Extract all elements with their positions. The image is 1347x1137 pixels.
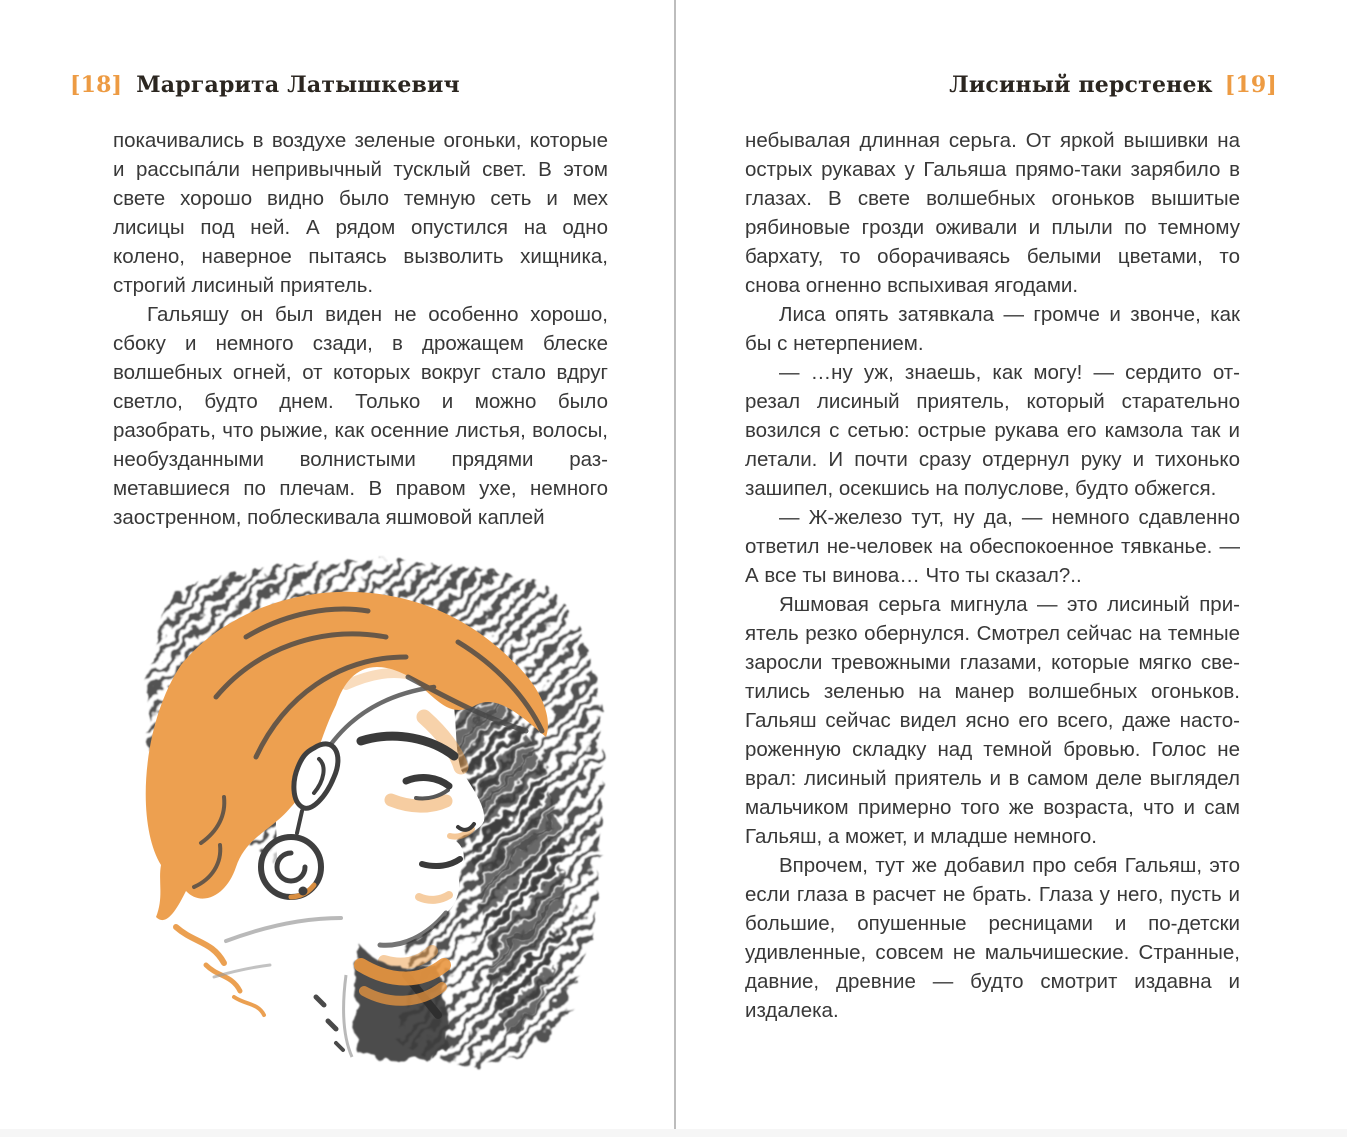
left-page-text-column <box>113 126 608 532</box>
paragraph: — …ну уж, знаешь, как могу! — сердито отрезал лисиный приятель, который старательно возился с сетью: острые рукава его камзола так и летали. И почти сразу отдернул руку и тихонько зашипел, осекшись на полуслове, будто обжегся. <box>745 361 1240 500</box>
paragraph: Впрочем, тут же добавил про себя Гальяш, это если глаза в расчет не брать. Глаза у него, пусть и большие, опушенные ресницами и по-детски удивленные, совсем не мальчишеские. Странные, давние, древние — будто смотрит издавна и издалека. <box>745 854 1240 1022</box>
jasper-drop <box>299 887 308 896</box>
right-page-text-column <box>745 126 1240 1025</box>
paragraph: Гальяшу он был виден не особенно хорошо, сбоку и немного сзади, в дрожащем блеске волшебных огней, от которых вокруг стало вдруг светло, будто днем. Только и можно было разобрать, что рыжие, как осенние листья, волосы, необузданными волнистыми прядями разметавшиеся по плечам. В правом ухе, немного заостренном, поблескивала яшмовой каплей <box>113 303 608 529</box>
paragraph: Лиса опять затявкала — громче и звонче, как бы с нетерпением. <box>745 303 1240 355</box>
right-page-number: [19] <box>1224 72 1277 98</box>
right-page-header <box>700 72 1277 98</box>
left-page-number: [18] <box>70 72 123 98</box>
page-bottom-shade <box>0 1129 1347 1137</box>
page-gutter-divider <box>674 0 676 1137</box>
paragraph: Яшмовая серьга мигнула — это лисиный приятель резко обернулся. Смотрел сейчас на темные заросли тревожными глазами, которые мягко светились зеленью на манер волшебных огоньков. Гальяш сейчас видел ясно его всего, даже настороженную складку над темной бровью. Голос не врал: лисиный приятель и в самом деле выглядел мальчиком примерно того же возраста, что и сам Гальяш, а может, и младше немного. <box>745 593 1240 848</box>
paragraph: небывалая длинная серьга. От яркой вышивки на острых рукавах у Гальяша прямо-таки зарябило в глазах. В свете волшебных огоньков вышитые рябиновые грозди оживали и плыли по темному бархату, то оборачиваясь белыми цветами, то снова огненно вспыхивая ягодами. <box>745 129 1240 297</box>
paragraph: — Ж-железо тут, ну да, — немного сдавленно ответил не-человек на обеспокоенное тявканье. — А все ты винова… Что ты сказал?.. <box>745 506 1240 587</box>
boy-portrait-drawing <box>104 545 628 1085</box>
right-running-title: Лисиный перстенек <box>949 72 1213 98</box>
book-illustration <box>104 545 628 1085</box>
paragraph: покачивались в воздухе зеленые огоньки, которые и рассыпа́ли непривычный тусклый свет. В этом свете хорошо видно было темную сеть и мех лисицы под ней. А рядом опустился на одно колено, наверное пытаясь вызволить хищника, строгий лисиный приятель. <box>113 129 608 297</box>
left-page-header <box>70 72 460 98</box>
left-running-title: Маргарита Латышкевич <box>136 72 460 98</box>
